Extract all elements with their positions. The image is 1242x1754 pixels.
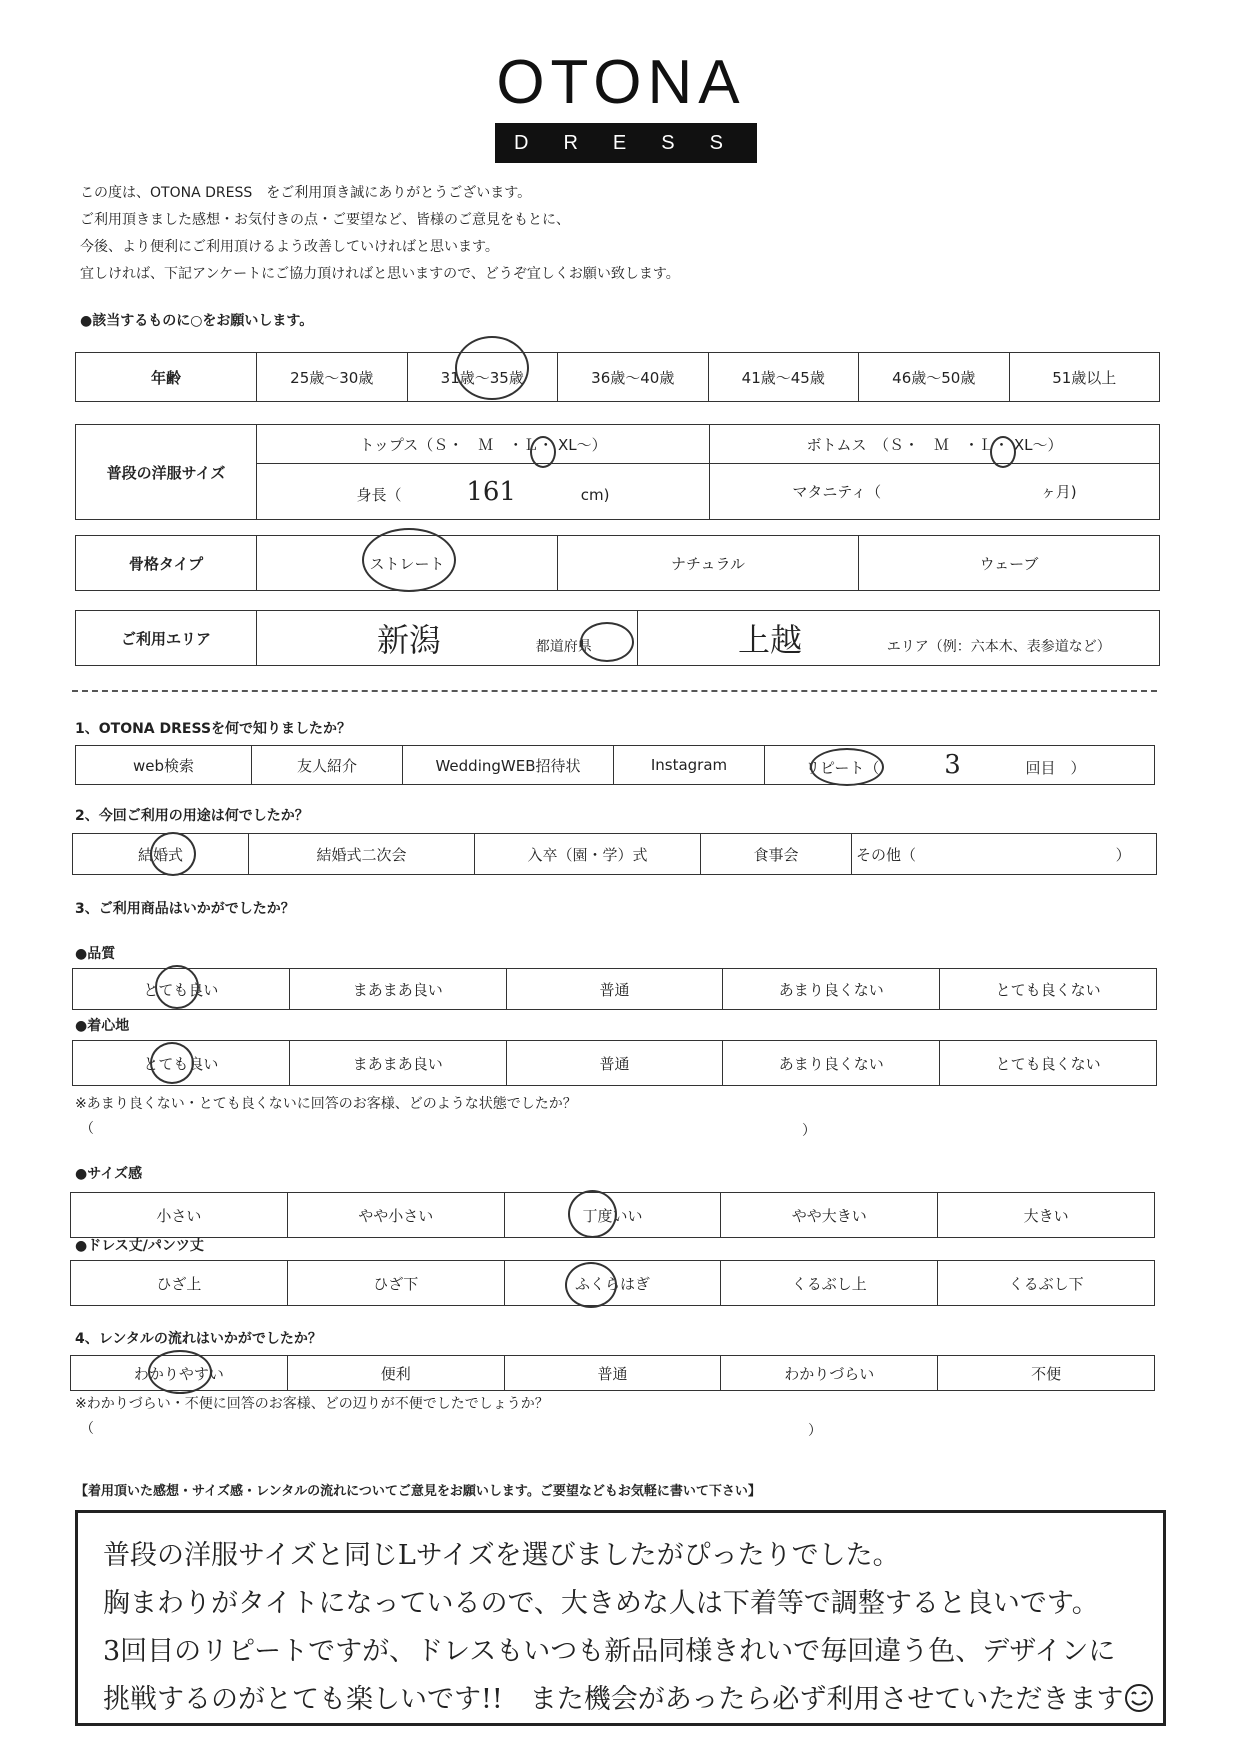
q4-note: ※わかりづらい・不便に回答のお客様、どの辺りが不便でしたでしょうか？ [75, 1396, 549, 1412]
intro-line: 今後、より便利にご利用頂けるよう改善していければと思います。 [80, 239, 499, 255]
q2-option[interactable]: 結婚式 [73, 834, 249, 875]
length-option[interactable]: ふくらはぎ [504, 1261, 721, 1306]
fit-label: ●サイズ感 [75, 1166, 143, 1182]
comment-line: 3回目のリピートですが、ドレスもいつも新品同様きれいで毎回違う色、デザインに [103, 1636, 1116, 1667]
q1-repeat-count[interactable]: 3 [944, 750, 961, 780]
q4-title: 4、レンタルの流れはいかがでしたか？ [75, 1331, 322, 1347]
q3-paren-open: （ [80, 1121, 94, 1137]
q2-table [72, 833, 1157, 875]
fit-option[interactable]: 丁度いい [504, 1193, 721, 1238]
prefecture-label: 都道府県 [535, 639, 592, 655]
q2-selection-circle [150, 832, 196, 876]
comments-box[interactable] [75, 1510, 1166, 1726]
comfort-selection-circle [150, 1042, 194, 1084]
body-type-selection-circle [362, 528, 456, 592]
q2-other-cell[interactable] [852, 834, 1157, 875]
q1-option[interactable]: Instagram [614, 746, 765, 785]
q1-option[interactable]: 友人紹介 [252, 746, 403, 785]
body-type-option[interactable]: ウェーブ [859, 536, 1160, 591]
q2-option[interactable]: 結婚式二次会 [249, 834, 475, 875]
quality-option[interactable]: あまり良くない [723, 969, 940, 1010]
comfort-option[interactable]: まあまあ良い [289, 1041, 506, 1086]
tops-selection-circle [530, 436, 556, 468]
intro-line: ご利用頂きました感想・お気付きの点・ご要望など、皆様のご意見をもとに、 [80, 212, 570, 228]
height-label: 身長（ [356, 485, 402, 504]
intro-text [80, 180, 680, 288]
q3-title: 3、ご利用商品はいかがでしたか？ [75, 901, 295, 917]
height-cell[interactable] [257, 464, 710, 520]
q4-paren-close: ） [808, 1423, 822, 1439]
height-value[interactable]: 161 [466, 476, 516, 507]
q1-repeat-unit: 回目 ） [1025, 759, 1086, 777]
q2-other-close: ） [1115, 845, 1131, 864]
q4-option[interactable]: 便利 [287, 1356, 504, 1391]
quality-option[interactable]: 普通 [506, 969, 723, 1010]
quality-option[interactable]: とても良くない [940, 969, 1157, 1010]
body-type-label: 骨格タイプ [76, 536, 257, 591]
q4-option[interactable]: 普通 [504, 1356, 721, 1391]
instruction: ●該当するものに○をお願いします。 [80, 313, 314, 329]
body-type-option[interactable]: ナチュラル [558, 536, 859, 591]
comment-line: 胸まわりがタイトになっているので、大きめな人は下着等で調整すると良いです。 [103, 1588, 1099, 1619]
bottoms-selection-circle [990, 436, 1016, 468]
age-option[interactable]: 51歳以上 [1009, 353, 1160, 402]
age-label: 年齢 [76, 353, 257, 402]
fit-option[interactable]: やや小さい [287, 1193, 504, 1238]
quality-option[interactable]: とても良い [73, 969, 290, 1010]
brand-logo: OTONA [496, 48, 746, 117]
q2-option[interactable]: 入卒（園・学）式 [475, 834, 701, 875]
comment-line: 挑戦するのがとても楽しいです!! また機会があったら必ず利用させていただきます [103, 1684, 1124, 1715]
maternity-unit: ヶ月) [1040, 483, 1077, 502]
fit-option[interactable]: 大きい [938, 1193, 1155, 1238]
age-table [75, 352, 1160, 402]
q4-selection-circle [148, 1350, 212, 1394]
fit-option[interactable]: 小さい [71, 1193, 288, 1238]
tops-size[interactable]: トップス（Ｓ・ Ｍ ・Ｌ・ XL～） [257, 425, 710, 464]
q4-table [70, 1355, 1155, 1391]
q1-title: 1、OTONA DRESSを何で知りましたか？ [75, 721, 352, 737]
q2-title: 2、今回ご利用の用途は何でしたか？ [75, 808, 309, 824]
quality-table [72, 968, 1157, 1010]
q4-option[interactable]: わかりやすい [71, 1356, 288, 1391]
q2-option[interactable]: 食事会 [701, 834, 852, 875]
quality-selection-circle [155, 965, 199, 1009]
comfort-label: ●着心地 [75, 1018, 130, 1034]
q4-option[interactable]: わかりづらい [721, 1356, 938, 1391]
brand-sub: DRESS [495, 123, 757, 163]
comfort-option[interactable]: とても良い [73, 1041, 290, 1086]
quality-label: ●品質 [75, 946, 116, 962]
length-option[interactable]: ひざ上 [71, 1261, 288, 1306]
age-option[interactable]: 31歳～35歳 [407, 353, 558, 402]
area-cell[interactable] [638, 611, 1160, 666]
q1-table [75, 745, 1155, 785]
age-option[interactable]: 46歳～50歳 [859, 353, 1010, 402]
height-unit: cm) [580, 485, 610, 504]
q4-option[interactable]: 不便 [938, 1356, 1155, 1391]
intro-line: この度は、OTONA DRESS をご利用頂き誠にありがとうございます。 [80, 185, 532, 201]
q3-paren-close: ） [802, 1123, 816, 1139]
fit-option[interactable]: やや大きい [721, 1193, 938, 1238]
comment-line: 普段の洋服サイズと同じLサイズを選びましたがぴったりでした。 [103, 1540, 900, 1571]
length-label: ●ドレス丈/パンツ丈 [75, 1238, 204, 1254]
q3-bad-note: ※あまり良くない・とても良くないに回答のお客様、どのような状態でしたか？ [75, 1096, 577, 1112]
q1-repeat-label: リピート（ [805, 759, 880, 777]
smiley-icon [1123, 1683, 1155, 1713]
body-type-option[interactable]: ストレート [257, 536, 558, 591]
maternity-cell[interactable] [710, 464, 1160, 520]
length-option[interactable]: くるぶし上 [721, 1261, 938, 1306]
quality-option[interactable]: まあまあ良い [289, 969, 506, 1010]
comfort-option[interactable]: 普通 [506, 1041, 723, 1086]
age-option[interactable]: 25歳～30歳 [257, 353, 408, 402]
length-selection-circle [565, 1262, 617, 1308]
comfort-table [72, 1040, 1157, 1086]
area-label: ご利用エリア [76, 611, 257, 666]
prefecture-selection-circle [580, 622, 634, 662]
comfort-option[interactable]: あまり良くない [723, 1041, 940, 1086]
maternity-label: マタニティ（ [792, 483, 882, 502]
q1-option[interactable]: web検索 [76, 746, 252, 785]
divider [72, 690, 1157, 692]
fit-selection-circle [568, 1190, 617, 1238]
length-option[interactable]: ひざ下 [287, 1261, 504, 1306]
age-option[interactable]: 41歳～45歳 [708, 353, 859, 402]
bottoms-size[interactable]: ボトムス （Ｓ・ Ｍ ・Ｌ・ XL～） [710, 425, 1160, 464]
length-option[interactable]: くるぶし下 [938, 1261, 1155, 1306]
age-selection-circle [455, 336, 529, 400]
comments-title: 【着用頂いた感想・サイズ感・レンタルの流れについてご意見をお願いします。ご要望などもお気軽に書いて下さい】 [75, 1484, 761, 1499]
size-label: 普段の洋服サイズ [76, 425, 257, 520]
comfort-option[interactable]: とても良くない [940, 1041, 1157, 1086]
intro-line: 宜しければ、下記アンケートにご協力頂ければと思いますので、どうぞ宜しくお願い致します。 [80, 266, 680, 282]
prefecture-value[interactable]: 新潟 [377, 621, 442, 659]
q1-option[interactable]: WeddingWEB招待状 [403, 746, 614, 785]
area-value[interactable]: 上越 [738, 621, 803, 659]
age-option[interactable]: 36歳～40歳 [558, 353, 709, 402]
body-type-table [75, 535, 1160, 591]
q1-selection-circle [810, 748, 884, 786]
q2-other-label: その他（ [856, 845, 917, 864]
area-example-label: エリア（例：六本木、表参道など） [886, 639, 1111, 655]
q4-paren-open: （ [80, 1421, 94, 1437]
